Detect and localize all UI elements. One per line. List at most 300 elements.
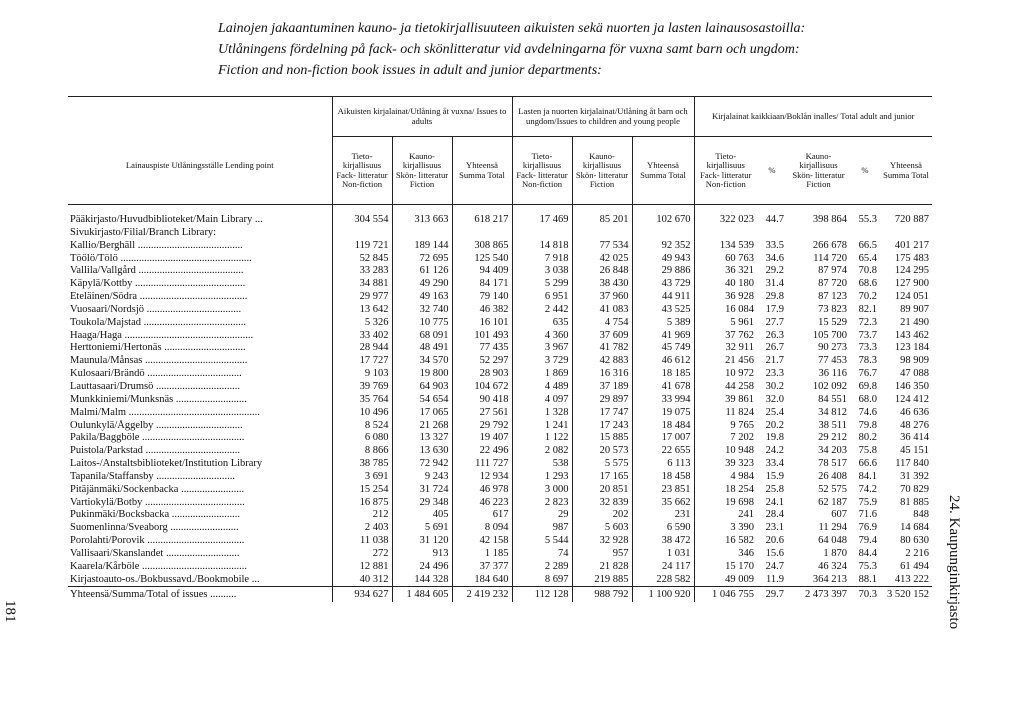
cell-adults-fiction: 13 327 bbox=[392, 432, 452, 445]
cell-all-total: 81 885 bbox=[900, 496, 929, 508]
lending-point-label: Maunula/Månsas bbox=[70, 355, 143, 367]
lending-point-label: Kirjastoauto-os./Bokbussavd./Bookmobile bbox=[70, 573, 250, 585]
cell-all-total: 61 494 bbox=[900, 560, 929, 572]
cell-all-nonfiction: 7 202 bbox=[730, 432, 754, 444]
cell-all-nonfiction-pct: 29.2 bbox=[765, 265, 784, 277]
cell-adults-fiction: 913 bbox=[392, 548, 452, 561]
cell-all-fiction bbox=[787, 227, 850, 240]
cell-junior-nonfiction: 2 289 bbox=[512, 561, 572, 574]
cell-adults-nonfiction: 5 326 bbox=[332, 317, 392, 330]
lending-point-label: Töölö/Tölö bbox=[70, 252, 118, 264]
cell-junior-nonfiction: 74 bbox=[512, 548, 572, 561]
lending-point-label: Pakila/Baggböle bbox=[70, 432, 140, 444]
cell-adults-fiction: 17 065 bbox=[392, 407, 452, 420]
cell-junior-fiction: 32 839 bbox=[572, 497, 632, 510]
cell-all-fiction-pct: 68.0 bbox=[858, 393, 877, 405]
cell-adults-fiction: 31 120 bbox=[392, 535, 452, 548]
cell-adults-nonfiction: 3 691 bbox=[332, 471, 392, 484]
header-adults-fiction: Kauno- kirjallisuus Skön- litteratur Fiction bbox=[392, 137, 452, 205]
cell-adults-fiction: 405 bbox=[392, 509, 452, 522]
cell-junior-fiction: 988 792 bbox=[572, 587, 632, 603]
lending-point-label: Pitäjänmäki/Sockenbacka bbox=[70, 483, 179, 495]
cell-adults-fiction: 5 691 bbox=[392, 522, 452, 535]
cell-all-total: 401 217 bbox=[894, 239, 929, 251]
header-group-junior: Lasten ja nuorten kirjalainat/Utlåning åt barn och ungdom/Issues to children and young people bbox=[512, 97, 694, 137]
cell-adults-fiction: 54 654 bbox=[392, 394, 452, 407]
cell-adults-nonfiction: 38 785 bbox=[332, 458, 392, 471]
cell-junior-fiction: 29 897 bbox=[572, 394, 632, 407]
cell-junior-fiction: 5 575 bbox=[572, 458, 632, 471]
cell-junior-total: 41 969 bbox=[632, 330, 694, 343]
lending-point-label: Vuosaari/Nordsjö bbox=[70, 303, 145, 315]
cell-adults-total: 111 727 bbox=[452, 458, 512, 471]
cell-adults-nonfiction: 13 642 bbox=[332, 304, 392, 317]
cell-all-nonfiction-pct: 26.7 bbox=[765, 342, 784, 354]
cell-junior-total: 231 bbox=[632, 509, 694, 522]
table-row bbox=[68, 497, 932, 510]
cell-adults-fiction: 64 903 bbox=[392, 381, 452, 394]
cell-junior-fiction: 17 747 bbox=[572, 407, 632, 420]
cell-junior-nonfiction: 3 729 bbox=[512, 355, 572, 368]
cell-all-total: 14 684 bbox=[900, 522, 929, 534]
cell-adults-fiction: 61 126 bbox=[392, 265, 452, 278]
cell-junior-total: 33 994 bbox=[632, 394, 694, 407]
row-label-cell bbox=[68, 420, 332, 433]
cell-all-fiction-pct: 76.7 bbox=[858, 368, 877, 380]
cell-junior-fiction: 957 bbox=[572, 548, 632, 561]
row-label-cell bbox=[68, 304, 332, 317]
row-label-cell bbox=[68, 330, 332, 343]
lending-point-label: Herttoniemi/Hertonäs bbox=[70, 342, 162, 354]
lending-point-label: Vartiokylä/Botby bbox=[70, 496, 143, 508]
table-row bbox=[68, 471, 932, 484]
cell-adults-total: 104 672 bbox=[452, 381, 512, 394]
cell-all-total: 36 414 bbox=[900, 432, 929, 444]
cell-all-nonfiction: 15 170 bbox=[725, 560, 754, 572]
cell-all-nonfiction: 346 bbox=[738, 547, 754, 559]
cell-all-fiction-pct: 84.1 bbox=[858, 470, 877, 482]
cell-junior-nonfiction: 635 bbox=[512, 317, 572, 330]
cell-all-fiction: 2 473 397 bbox=[787, 587, 850, 603]
cell-adults-fiction: 19 800 bbox=[392, 368, 452, 381]
cell-adults-total: 1 185 bbox=[452, 548, 512, 561]
cell-adults-total: 28 903 bbox=[452, 368, 512, 381]
cell-all-nonfiction: 19 698 bbox=[725, 496, 754, 508]
cell-adults-fiction: 48 491 bbox=[392, 342, 452, 355]
cell-all-nonfiction-pct: 24.7 bbox=[765, 560, 784, 572]
cell-all-total: 70 829 bbox=[900, 483, 929, 495]
row-label-cell bbox=[68, 381, 332, 394]
cell-all-fiction-pct: 70.8 bbox=[858, 265, 877, 277]
cell-adults-nonfiction: 12 881 bbox=[332, 561, 392, 574]
cell-adults-nonfiction: 119 721 bbox=[332, 240, 392, 253]
leader-dots: ........................ bbox=[181, 483, 245, 495]
cell-adults-total: 84 171 bbox=[452, 278, 512, 291]
cell-all-nonfiction: 5 961 bbox=[730, 316, 754, 328]
cell-junior-fiction: 20 573 bbox=[572, 445, 632, 458]
cell-junior-nonfiction: 538 bbox=[512, 458, 572, 471]
cell-junior-nonfiction: 5 544 bbox=[512, 535, 572, 548]
cell-junior-fiction: 15 885 bbox=[572, 432, 632, 445]
cell-adults-total: 90 418 bbox=[452, 394, 512, 407]
cell-adults-total: 16 101 bbox=[452, 317, 512, 330]
cell-all-fiction: 87 720 bbox=[818, 278, 847, 290]
cell-all-fiction: 64 048 bbox=[818, 535, 847, 547]
cell-junior-total: 24 117 bbox=[632, 561, 694, 574]
cell-adults-total: 46 223 bbox=[452, 497, 512, 510]
table-row bbox=[68, 548, 932, 561]
cell-junior-nonfiction: 8 697 bbox=[512, 574, 572, 587]
cell-junior-fiction: 37 189 bbox=[572, 381, 632, 394]
leader-dots: ......................................... bbox=[139, 291, 248, 303]
cell-all-fiction-pct: 76.9 bbox=[858, 522, 877, 534]
cell-all-fiction: 62 187 bbox=[818, 496, 847, 508]
cell-all-nonfiction-pct: 31.4 bbox=[765, 278, 784, 290]
cell-junior-nonfiction: 17 469 bbox=[512, 213, 572, 227]
cell-all-fiction-pct: 65.4 bbox=[858, 252, 877, 264]
row-label-cell bbox=[68, 458, 332, 471]
cell-junior-nonfiction: 1 328 bbox=[512, 407, 572, 420]
cell-adults-fiction: 31 724 bbox=[392, 484, 452, 497]
cell-all-fiction: 1 870 bbox=[823, 547, 847, 559]
leader-dots: .................................... bbox=[145, 445, 241, 457]
cell-all-fiction: 15 529 bbox=[818, 316, 847, 328]
lending-point-label: Lauttasaari/Drumsö bbox=[70, 380, 154, 392]
page-number: 181 bbox=[2, 600, 18, 623]
cell-adults-nonfiction: 40 312 bbox=[332, 574, 392, 587]
cell-all-nonfiction-pct: 25.8 bbox=[765, 483, 784, 495]
cell-adults-total: 46 978 bbox=[452, 484, 512, 497]
cell-all-fiction: 52 575 bbox=[818, 483, 847, 495]
table-row bbox=[68, 227, 932, 240]
cell-junior-total: 102 670 bbox=[632, 213, 694, 227]
cell-all-total: 127 900 bbox=[894, 278, 929, 290]
row-label-cell bbox=[68, 355, 332, 368]
cell-all-fiction-pct: 70.3 bbox=[850, 587, 880, 603]
cell-junior-total: 49 943 bbox=[632, 253, 694, 266]
table-row bbox=[68, 265, 932, 278]
cell-junior-nonfiction: 987 bbox=[512, 522, 572, 535]
leader-dots: .................................................. bbox=[120, 252, 252, 264]
cell-junior-fiction: 5 603 bbox=[572, 522, 632, 535]
cell-all-fiction-pct: 75.8 bbox=[858, 445, 877, 457]
cell-adults-fiction: 1 484 605 bbox=[392, 587, 452, 603]
header-adults-total: Yhteensä Summa Total bbox=[452, 137, 512, 205]
cell-adults-fiction: 21 268 bbox=[392, 420, 452, 433]
leader-dots: ........................................ bbox=[142, 560, 247, 572]
cell-adults-nonfiction: 33 402 bbox=[332, 330, 392, 343]
leader-dots: ... bbox=[254, 214, 263, 225]
cell-all-nonfiction: 40 180 bbox=[725, 278, 754, 290]
header-group-total: Kirjalainat kaikkiaan/Boklån inalles/ Total adult and junior bbox=[694, 97, 932, 137]
cell-junior-nonfiction: 1 869 bbox=[512, 368, 572, 381]
cell-adults-total: 77 435 bbox=[452, 342, 512, 355]
cell-all-nonfiction: 16 084 bbox=[725, 303, 754, 315]
cell-all-total: 2 216 bbox=[905, 547, 929, 559]
cell-all-nonfiction: 10 948 bbox=[725, 445, 754, 457]
cell-all-fiction: 266 678 bbox=[812, 239, 847, 251]
row-label-cell bbox=[68, 497, 332, 510]
cell-junior-fiction: 41 083 bbox=[572, 304, 632, 317]
cell-adults-fiction: 49 290 bbox=[392, 278, 452, 291]
cell-adults-fiction: 24 496 bbox=[392, 561, 452, 574]
cell-all-nonfiction: 36 928 bbox=[725, 291, 754, 303]
cell-all-total: 89 907 bbox=[900, 303, 929, 315]
cell-adults-fiction: 29 348 bbox=[392, 497, 452, 510]
lending-point-label: Vallila/Vallgård bbox=[70, 265, 136, 277]
row-label-cell bbox=[68, 291, 332, 304]
leader-dots: .......... bbox=[210, 589, 237, 601]
cell-all-total: 80 630 bbox=[900, 535, 929, 547]
cell-junior-total: 35 662 bbox=[632, 497, 694, 510]
table-row bbox=[68, 432, 932, 445]
cell-junior-fiction: 20 851 bbox=[572, 484, 632, 497]
cell-all-total: 146 350 bbox=[894, 380, 929, 392]
cell-all-nonfiction: 60 763 bbox=[725, 252, 754, 264]
cell-all-total: 3 520 152 bbox=[880, 587, 932, 603]
cell-junior-fiction bbox=[572, 227, 632, 240]
cell-junior-nonfiction: 14 818 bbox=[512, 240, 572, 253]
cell-junior-total: 23 851 bbox=[632, 484, 694, 497]
header-junior-total: Yhteensä Summa Total bbox=[632, 137, 694, 205]
cell-all-nonfiction: 44 258 bbox=[725, 380, 754, 392]
cell-all-fiction: 34 203 bbox=[818, 445, 847, 457]
title-block bbox=[218, 18, 998, 81]
cell-junior-total: 6 590 bbox=[632, 522, 694, 535]
cell-all-nonfiction-pct: 32.0 bbox=[765, 393, 784, 405]
lending-point-label: Kaarela/Kårböle bbox=[70, 560, 140, 572]
row-label-cell bbox=[68, 342, 332, 355]
leader-dots: .................................... bbox=[146, 303, 242, 315]
cell-junior-fiction: 32 928 bbox=[572, 535, 632, 548]
cell-all-fiction: 11 294 bbox=[818, 522, 847, 534]
cell-all-nonfiction-pct: 23.1 bbox=[765, 522, 784, 534]
cell-adults-total: 184 640 bbox=[452, 574, 512, 587]
title-english: Fiction and non-fiction book issues in adult and junior departments: bbox=[218, 63, 602, 78]
cell-all-nonfiction: 21 456 bbox=[725, 355, 754, 367]
cell-junior-fiction: 17 243 bbox=[572, 420, 632, 433]
cell-junior-total: 41 678 bbox=[632, 381, 694, 394]
leader-dots: ........................................ bbox=[138, 265, 244, 277]
cell-adults-fiction: 34 570 bbox=[392, 355, 452, 368]
cell-all-total: 98 909 bbox=[900, 355, 929, 367]
cell-all-fiction: 398 864 bbox=[812, 214, 847, 225]
cell-junior-nonfiction: 2 442 bbox=[512, 304, 572, 317]
leader-dots: ...................................... bbox=[144, 496, 245, 508]
lending-point-label: Oulunkylä/Åggelby bbox=[70, 419, 154, 431]
cell-adults-total: 46 382 bbox=[452, 304, 512, 317]
cell-all-nonfiction: 3 390 bbox=[730, 522, 754, 534]
cell-adults-fiction: 13 630 bbox=[392, 445, 452, 458]
cell-junior-nonfiction: 1 293 bbox=[512, 471, 572, 484]
cell-junior-total: 18 484 bbox=[632, 420, 694, 433]
cell-all-nonfiction-pct: 20.2 bbox=[765, 419, 784, 431]
cell-junior-nonfiction: 2 082 bbox=[512, 445, 572, 458]
table-row bbox=[68, 213, 932, 227]
cell-all-nonfiction: 49 009 bbox=[725, 573, 754, 585]
cell-junior-nonfiction: 3 038 bbox=[512, 265, 572, 278]
cell-all-nonfiction: 39 323 bbox=[725, 458, 754, 470]
table-row bbox=[68, 317, 932, 330]
cell-junior-fiction: 38 430 bbox=[572, 278, 632, 291]
cell-all-fiction: 46 324 bbox=[818, 560, 847, 572]
cell-all-nonfiction: 11 824 bbox=[725, 406, 754, 418]
cell-all-fiction-pct: 80.2 bbox=[858, 432, 877, 444]
cell-junior-nonfiction: 1 122 bbox=[512, 432, 572, 445]
cell-adults-nonfiction: 35 764 bbox=[332, 394, 392, 407]
cell-junior-nonfiction bbox=[512, 227, 572, 240]
header-lending-point: Lainauspiste Utlåningsställe Lending point bbox=[68, 97, 332, 205]
lending-point-label: Puistola/Parkstad bbox=[70, 445, 143, 457]
row-label-cell bbox=[68, 265, 332, 278]
cell-all-fiction-pct: 73.3 bbox=[858, 342, 877, 354]
leader-dots: ................................. bbox=[156, 419, 243, 431]
cell-junior-total: 17 007 bbox=[632, 432, 694, 445]
cell-all-fiction-pct: 82.1 bbox=[858, 303, 877, 315]
cell-all-nonfiction-pct: 19.8 bbox=[765, 432, 784, 444]
table-row bbox=[68, 342, 932, 355]
cell-all-total: 21 490 bbox=[900, 316, 929, 328]
cell-junior-fiction: 21 828 bbox=[572, 561, 632, 574]
cell-all-nonfiction-pct: 24.2 bbox=[765, 445, 784, 457]
table-row bbox=[68, 394, 932, 407]
cell-all-total: 848 bbox=[913, 509, 929, 521]
cell-adults-nonfiction: 304 554 bbox=[332, 213, 392, 227]
cell-all-fiction: 38 511 bbox=[818, 419, 847, 431]
cell-all-nonfiction: 134 539 bbox=[719, 239, 754, 251]
header-adults-nonfiction: Tieto- kirjallisuus Fack- litteratur Non-fiction bbox=[332, 137, 392, 205]
cell-all-nonfiction-pct: 25.4 bbox=[765, 406, 784, 418]
cell-junior-nonfiction: 4 360 bbox=[512, 330, 572, 343]
cell-all-fiction: 77 453 bbox=[818, 355, 847, 367]
title-finnish: Lainojen jakaantuminen kauno- ja tietokirjallisuuteen aikuisten sekä nuorten ja lasten lainausosastoilla: bbox=[218, 21, 806, 36]
cell-all-nonfiction-pct: 20.6 bbox=[765, 535, 784, 547]
header-all-fiction: Kauno- kirjallisuus Skön- litteratur Fiction bbox=[787, 137, 850, 205]
row-label-cell bbox=[68, 240, 332, 253]
cell-adults-total: 19 407 bbox=[452, 432, 512, 445]
cell-adults-nonfiction: 10 496 bbox=[332, 407, 392, 420]
table-row bbox=[68, 355, 932, 368]
cell-adults-nonfiction: 17 727 bbox=[332, 355, 392, 368]
cell-adults-fiction: 72 695 bbox=[392, 253, 452, 266]
lending-point-label: Kallio/Berghäll bbox=[70, 239, 136, 251]
cell-adults-nonfiction: 39 769 bbox=[332, 381, 392, 394]
cell-junior-nonfiction: 4 489 bbox=[512, 381, 572, 394]
cell-junior-fiction: 16 316 bbox=[572, 368, 632, 381]
cell-all-fiction: 26 408 bbox=[818, 470, 847, 482]
cell-all-total: 175 483 bbox=[894, 252, 929, 264]
header-junior-nonfiction: Tieto- kirjallisuus Fack- litteratur Non-fiction bbox=[512, 137, 572, 205]
cell-adults-fiction: 49 163 bbox=[392, 291, 452, 304]
table-row bbox=[68, 509, 932, 522]
cell-junior-fiction: 42 883 bbox=[572, 355, 632, 368]
cell-adults-nonfiction: 11 038 bbox=[332, 535, 392, 548]
cell-adults-nonfiction: 212 bbox=[332, 509, 392, 522]
cell-all-total: 124 295 bbox=[894, 265, 929, 277]
lending-point-label: Tapanila/Staffansby bbox=[70, 470, 154, 482]
leader-dots: .......................... bbox=[171, 509, 241, 521]
leader-dots: ....................................... bbox=[143, 316, 247, 328]
cell-junior-total: 92 352 bbox=[632, 240, 694, 253]
cell-adults-nonfiction: 15 254 bbox=[332, 484, 392, 497]
cell-all-nonfiction: 37 762 bbox=[725, 329, 754, 341]
cell-all-nonfiction-pct: 33.4 bbox=[765, 458, 784, 470]
cell-adults-nonfiction: 52 845 bbox=[332, 253, 392, 266]
cell-all-nonfiction: 9 765 bbox=[730, 419, 754, 431]
cell-all-fiction: 78 517 bbox=[818, 458, 847, 470]
cell-junior-total: 1 100 920 bbox=[632, 587, 694, 603]
cell-all-fiction-pct: 68.6 bbox=[858, 278, 877, 290]
cell-junior-total: 43 729 bbox=[632, 278, 694, 291]
cell-all-fiction-pct bbox=[850, 227, 880, 240]
row-label-cell bbox=[68, 227, 332, 240]
leader-dots: .................................... bbox=[147, 368, 242, 380]
cell-junior-nonfiction: 112 128 bbox=[512, 587, 572, 603]
cell-junior-nonfiction: 7 918 bbox=[512, 253, 572, 266]
row-label-cell bbox=[68, 535, 332, 548]
cell-all-total: 47 088 bbox=[900, 368, 929, 380]
lending-point-label: Sivukirjasto/Filial/Branch Library: bbox=[70, 226, 217, 238]
leader-dots: .................................................. bbox=[128, 406, 260, 418]
cell-all-fiction-pct: 71.6 bbox=[858, 509, 877, 521]
header-all-fiction-pct: % bbox=[850, 137, 880, 205]
leader-dots: ....................................... bbox=[144, 355, 248, 367]
cell-adults-total: 2 419 232 bbox=[452, 587, 512, 603]
leader-dots: ..................................... bbox=[147, 535, 245, 547]
row-label-cell bbox=[68, 484, 332, 497]
lending-point-label: Pääkirjasto/Huvudbiblioteket/Main Library bbox=[70, 214, 253, 225]
header-junior-fiction: Kauno- kirjallisuus Skön- litteratur Fiction bbox=[572, 137, 632, 205]
row-label-cell bbox=[68, 587, 332, 603]
cell-adults-fiction: 313 663 bbox=[392, 213, 452, 227]
cell-all-fiction-pct: 74.6 bbox=[858, 406, 877, 418]
cell-all-fiction: 105 700 bbox=[812, 329, 847, 341]
cell-adults-nonfiction: 33 283 bbox=[332, 265, 392, 278]
cell-all-total: 124 051 bbox=[894, 291, 929, 303]
cell-junior-total: 228 582 bbox=[632, 574, 694, 587]
table-row bbox=[68, 574, 932, 587]
cell-all-fiction-pct: 73.7 bbox=[858, 329, 877, 341]
cell-all-nonfiction-pct: 26.3 bbox=[765, 329, 784, 341]
cell-adults-nonfiction: 934 627 bbox=[332, 587, 392, 603]
table-row bbox=[68, 330, 932, 343]
cell-all-fiction-pct: 78.3 bbox=[858, 355, 877, 367]
cell-all-fiction: 90 273 bbox=[818, 342, 847, 354]
cell-adults-nonfiction: 9 103 bbox=[332, 368, 392, 381]
cell-adults-fiction: 32 740 bbox=[392, 304, 452, 317]
cell-adults-fiction: 189 144 bbox=[392, 240, 452, 253]
cell-adults-nonfiction: 8 524 bbox=[332, 420, 392, 433]
row-label-cell bbox=[68, 394, 332, 407]
cell-all-fiction-pct: 55.3 bbox=[858, 214, 877, 225]
row-label-cell bbox=[68, 522, 332, 535]
leader-dots: ................................ bbox=[156, 380, 241, 392]
cell-all-fiction: 34 812 bbox=[818, 406, 847, 418]
cell-adults-total: 27 561 bbox=[452, 407, 512, 420]
cell-all-fiction-pct: 79.8 bbox=[858, 419, 877, 431]
cell-junior-fiction: 4 754 bbox=[572, 317, 632, 330]
table-row bbox=[68, 278, 932, 291]
cell-junior-fiction: 219 885 bbox=[572, 574, 632, 587]
cell-junior-nonfiction: 2 823 bbox=[512, 497, 572, 510]
cell-adults-total: 101 493 bbox=[452, 330, 512, 343]
cell-junior-total: 18 185 bbox=[632, 368, 694, 381]
cell-all-nonfiction: 322 023 bbox=[719, 214, 754, 225]
cell-junior-nonfiction: 3 000 bbox=[512, 484, 572, 497]
cell-all-nonfiction: 1 046 755 bbox=[694, 587, 757, 603]
cell-all-fiction: 364 213 bbox=[812, 573, 847, 585]
table-row bbox=[68, 458, 932, 471]
